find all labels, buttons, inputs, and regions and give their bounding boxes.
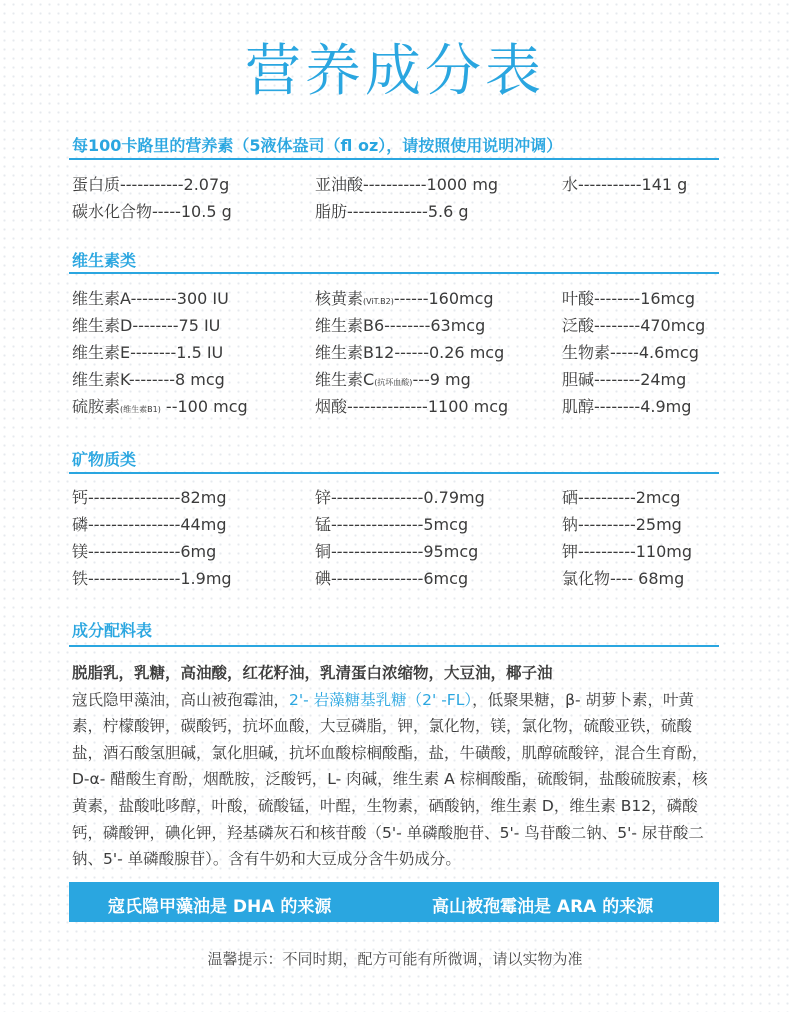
section-divider: [69, 158, 719, 160]
vitamin-thiamine: 硫胺素(维生素B1) --100 mcg: [72, 397, 248, 416]
ingredient-details: [72, 687, 720, 873]
nutrient-water: 水-----------141 g: [562, 175, 688, 194]
table-row: [72, 366, 732, 393]
section-divider: [69, 472, 719, 474]
nutrient-fat: 脂肪--------------5.6 g: [315, 202, 469, 221]
page-title: 营养成分表: [245, 39, 545, 104]
table-row: [72, 393, 732, 420]
mineral-manganese: 锰----------------5mcg: [315, 515, 469, 534]
mineral-chloride: 氯化物---- 68mg: [562, 569, 685, 588]
table-row: [72, 484, 732, 511]
mineral-copper: 铜----------------95mcg: [315, 542, 479, 561]
ingredient-main-line: 脱脂乳，乳糖，高油酸，红花籽油，乳清蛋白浓缩物，大豆油，椰子油: [72, 664, 553, 682]
vitamin-b12: 维生素B12------0.26 mcg: [315, 343, 505, 362]
dha-source-text: 寇氏隐甲藻油是 DHA 的来源: [108, 897, 332, 917]
ingredient-highlight: 2'- 岩藻糖基乳糖（2' -FL）: [289, 690, 473, 709]
vitamin-d: 维生素D--------75 IU: [72, 316, 221, 335]
ara-source-text: 高山被孢霉油是 ARA 的来源: [432, 897, 654, 917]
mineral-table: [72, 484, 732, 592]
section-heading-ingredients: 成分配料表: [72, 621, 153, 640]
vitamin-c: 维生素C(抗坏血酸)---9 mg: [315, 370, 471, 389]
disclaimer-note: 温馨提示：不同时期，配方可能有所微调，请以实物为准: [207, 950, 583, 968]
section-divider: [69, 272, 719, 274]
vitamin-a: 维生素A--------300 IU: [72, 289, 229, 308]
mineral-sodium: 钠----------25mg: [562, 515, 682, 534]
section-heading-minerals: 矿物质类: [72, 450, 137, 469]
vitamin-choline: 胆碱--------24mg: [562, 370, 687, 389]
vitamin-niacin: 烟酸--------------1100 mcg: [315, 397, 509, 416]
mineral-magnesium: 镁----------------6mg: [72, 542, 217, 561]
vitamin-table: [72, 285, 732, 420]
nutrient-protein: 蛋白质-----------2.07g: [72, 175, 230, 194]
vitamin-folic-acid: 叶酸--------16mcg: [562, 289, 696, 308]
table-row: [72, 198, 732, 225]
vitamin-riboflavin: 核黄素(ViT.B2)------160mcg: [315, 289, 494, 308]
section-heading-calories: 每100卡路里的营养素（5液体盎司（fl oz），请按照使用说明冲调）: [72, 136, 563, 155]
table-row: [72, 538, 732, 565]
table-row: [72, 285, 732, 312]
vitamin-pantothenic-acid: 泛酸--------470mcg: [562, 316, 706, 335]
nutrient-carbohydrate: 碳水化合物-----10.5 g: [72, 202, 232, 221]
mineral-calcium: 钙----------------82mg: [72, 488, 227, 507]
mineral-zinc: 锌----------------0.79mg: [315, 488, 485, 507]
nutrient-linoleic-acid: 亚油酸-----------1000 mg: [315, 175, 499, 194]
vitamin-biotin: 生物素-----4.6mcg: [562, 343, 699, 362]
mineral-phosphorus: 磷----------------44mg: [72, 515, 227, 534]
table-row: [72, 339, 732, 366]
mineral-selenium: 硒----------2mcg: [562, 488, 681, 507]
vitamin-b6: 维生素B6--------63mcg: [315, 316, 486, 335]
vitamin-e: 维生素E--------1.5 IU: [72, 343, 224, 362]
ingredient-text-after: ，低聚果糖，β- 胡萝卜素，叶黄素，柠檬酸钾，碳酸钙，抗坏血酸，大豆磷脂，钾，氯化物，镁，氯化物，硫酸亚铁，硫酸盐，酒石酸氢胆碱，氯化胆碱，抗坏血酸棕榈酸酯，盐，牛磺酸，肌醇硫酸锌，混合生育酚，D-α- 醋酸生育酚，烟酰胺，泛酸钙，L- 肉碱，维生素 A 棕榈酸酯，硫酸铜，盐酸硫胺素，核黄素，盐酸吡哆醇，叶酸，硫酸锰，叶酲，生物素，硒酸钠，维生素 D，维生素 B12，磷酸钙，磷酸钾，碘化钾，羟基磷灰石和核苷酸（5'- 单磷酸胞苷、5'- 鸟苷酸二钠、5'- 尿苷酸二钠、5'- 单磷酸腺苷）。含有牛奶和大豆成分含牛奶成分。: [72, 690, 708, 869]
ingredient-text-before: 寇氏隐甲藻油，高山被孢霉油，: [72, 690, 290, 709]
calorie-nutrient-table: [72, 171, 732, 225]
section-heading-vitamins: 维生素类: [72, 251, 137, 270]
table-row: [72, 511, 732, 538]
mineral-potassium: 钾----------110mg: [562, 542, 693, 561]
mineral-iron: 铁----------------1.9mg: [72, 569, 232, 588]
table-row: [72, 565, 732, 592]
source-banner: [69, 882, 719, 922]
table-row: [72, 312, 732, 339]
section-divider: [69, 645, 719, 647]
mineral-iodine: 碘----------------6mcg: [315, 569, 469, 588]
ingredient-list: [72, 660, 720, 873]
table-row: [72, 171, 732, 198]
vitamin-k: 维生素K--------8 mcg: [72, 370, 225, 389]
vitamin-inositol: 肌醇--------4.9mg: [562, 397, 692, 416]
